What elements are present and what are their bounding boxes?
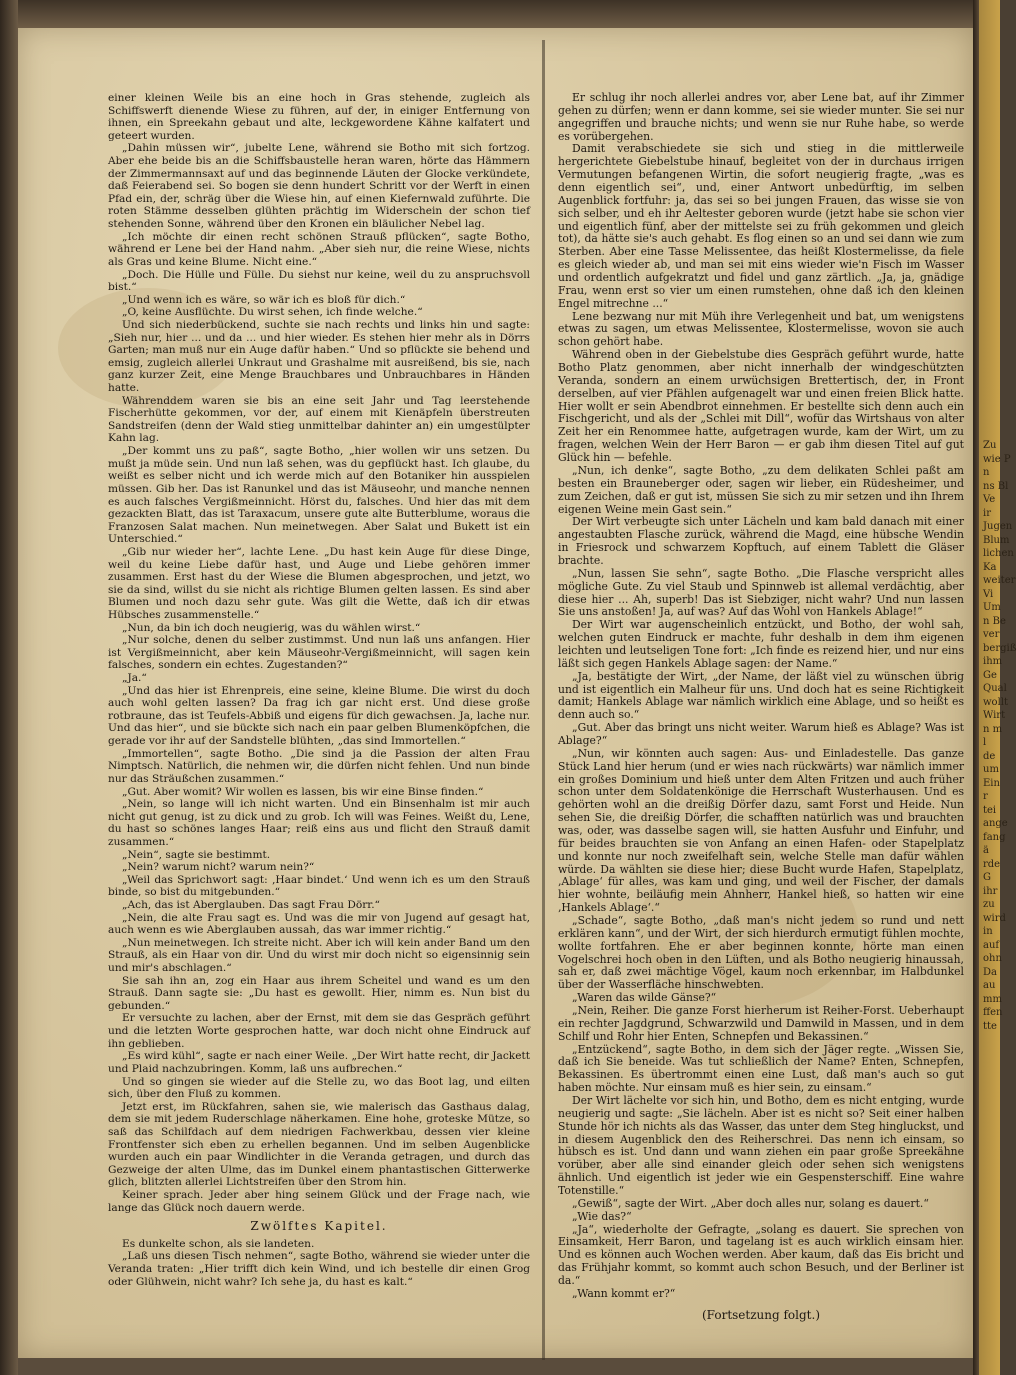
adjacent-page-fragment: Ka	[983, 561, 997, 573]
paragraph: „Nun, ich denke“, sagte Botho, „zu dem delikaten Schlei paßt am besten ein Brauneberger oder, sagen wir lieber, ein Rüdesheimer, und zum Zeichen, daß er gut ist, müssen Sie sich zu mir setzen und ihn Ihrem eigenen Weine mein Gast sein.“	[558, 463, 964, 516]
paragraph: „Nein“, sagte sie bestimmt.	[122, 848, 271, 861]
paragraph: „Nun, wir könnten auch sagen: Aus- und Einladestelle. Das ganze Stück Land hier herum (und er wies nach rückwärts) war nämlich immer ein großes Dominium und hieß unter dem Alten Fritzen und auch früher schon unter dem Soldatenkönige die Herrschaft Wusterhausen. Und es gehörten wohl an die dreißig Dörfer dazu, samt Forst und Heide. Nun sehen Sie, die dreißig Dörfer, die schafften natürlich was und brauchten was, oder, was dasselbe sagen will, sie hatten Ausfuhr und Einfuhr, und für beides brauchten sie von Anfang an einen Hafen- oder Stapelplatz und konnte nur noch zweifelhaft sein, welche Stelle man dafür wählen würde. Da wählten sie diese hier; diese Bucht wurde Hafen, Stapelplatz, ‚Ablage‘ für alles, was kam und ging, und weil der Fischer, der damals hier wohnte, beiläufig mein Ahnherr, Hankel hieß, so hatten wir eine ‚Hankels Ablage‘.“	[558, 746, 964, 915]
paragraph: „Nun, lassen Sie sehn“, sagte Botho. „Die Flasche verspricht alles mögliche Gute. Zu viel Staub und Spinnweb ist allemal verdächtig, aber diese hier ... Ah, superb! Das ist Siebziger, nicht wahr? Und nun lassen Sie uns anstoßen! Ja, auf was? Auf das Wohl von Hankels Ablage!“	[558, 566, 964, 619]
paragraph: Keiner sprach. Jeder aber hing seinem Glück und der Frage nach, wie lange das Glück noch dauern werde.	[108, 1189, 530, 1214]
adjacent-page-fragment: ihr	[983, 885, 998, 897]
adjacent-page-edge	[979, 0, 1016, 1375]
adjacent-page-fragment: wollt	[983, 696, 1008, 708]
adjacent-page-fragment: G	[983, 872, 991, 883]
paragraph: „Nein? warum nicht? warum nein?“	[122, 861, 315, 874]
adjacent-page-fragment: Zu	[983, 440, 997, 451]
adjacent-page-fragment: de	[983, 750, 996, 762]
page-top-shadow	[18, 0, 973, 28]
adjacent-page-fragment: au	[983, 980, 996, 991]
paragraph: Jetzt erst, im Rückfahren, sahen sie, wie malerisch das Gasthaus dalag, dem sie mit jedem Ruderschlage näherkamen. Eine hohe, groteske Mütze, so saß das Schilfdach auf dem niedrigen Fachwerkbau, dessen vier kleine Frontfenster sich eben zu erhellen begannen. Und im selben Augenblicke wurden auch ein paar Windlichter in die Veranda getragen, und durch das Gezweige der alten Ulme, das im Dunkel einem phantastischen Gitterwerke glich, blitzten allerlei Lichtstreifen über den Strom hin.	[108, 1100, 530, 1189]
paragraph: „O, keine Ausflüchte. Du wirst sehen, ich finde welche.“	[122, 306, 423, 319]
paragraph: Er versuchte zu lachen, aber der Ernst, mit dem sie das Gespräch geführt und die letzten Worte gesprochen hatte, war doch nicht ohne Eindruck auf ihn geblieben.	[108, 1012, 530, 1050]
adjacent-page-fragment: Da	[983, 966, 997, 978]
paragraph: „Nur solche, denen du selber zustimmst. Und nun laß uns anfangen. Hier ist Vergißmeinnicht, aber kein Mäuseohr-Vergißmeinnicht, will sagen kein falsches, sondern ein echtes. Zugestanden?“	[108, 634, 530, 672]
book-left-edge	[0, 0, 18, 1375]
paragraph: Sie sah ihn an, zog ein Haar aus ihrem Scheitel und wand es um den Strauß. Dann sagte sie: „Du hast es gewollt. Hier, nimm es. Nun bist du gebunden.“	[108, 974, 530, 1012]
paragraph: „Nein, Reiher. Die ganze Forst hierherum ist Reiher-Forst. Ueberhaupt ein rechter Jagdgrund, Schwarzwild und Damwild in Massen, und in dem Schilf und Rohr hier Enten, Schnepfen und Bekassinen.“	[558, 1004, 964, 1043]
paragraph: Lene bezwang nur mit Müh ihre Verlegenheit und bat, um wenigstens etwas zu sagen, um etwas Melissentee, Klostermelisse, wovon sie auch schon gehört habe.	[558, 309, 964, 349]
adjacent-page-fragment: l	[983, 737, 987, 748]
left-text-column	[108, 92, 530, 1288]
paragraph: Währenddem waren sie bis an eine seit Jahr und Tag leerstehende Fischerhütte gekommen, vor der, auf einem mit Kienäpfeln überstreuten Sandstreifen (denn der Wald stieg unmittelbar dahinter an) ein umgestülpter Kahn lag.	[108, 394, 530, 445]
paragraph: „Doch. Die Hülle und Fülle. Du siehst nur keine, weil du zu anspruchsvoll bist.“	[108, 268, 530, 294]
adjacent-page-fragment: r	[983, 791, 988, 802]
paragraph: „Nun meinetwegen. Ich streite nicht. Aber ich will kein ander Band um den Strauß, als ein Haar von dir. Und du wirst mir doch nicht so eigensinnig sein und mir's abschlagen.“	[108, 936, 530, 975]
paragraph: „Wie das?“	[572, 1209, 632, 1223]
paragraph: Und sich niederbückend, suchte sie nach rechts und links hin und sagte: „Sieh nur, hier ... und da ... und hier wieder. Es stehen hier mehr als in Dörrs Garten; man muß nur ein Auge dafür haben.“ Und so pflückte sie behend und emsig, zugleich allerlei Unkraut und Grashalme mit ausreißend, bis sie, nach ganz kurzer Zeit, eine Menge Brauchbares und Unbrauchbares in Händen hatte.	[108, 318, 530, 395]
paragraph: „Ja“, wiederholte der Gefragte, „solang es dauert. Sie sprechen von Einsamkeit, Herr Baron, und tagelang ist es auch wirklich einsam hier. Und es können auch Wochen werden. Aber kaum, daß das Eis bricht und das Frühjahr kommt, so kommt auch schon Besuch, und der Berliner ist da.“	[558, 1222, 964, 1288]
paragraph: Der Wirt lächelte vor sich hin, und Botho, dem es nicht entging, wurde neugierig und sagte: „Sie lächeln. Aber ist es nicht so? Seit einer halben Stunde hör ich nichts als das Wasser, das unter dem Steg hingluckst, und in diesem Augenblick den des Reiherschrei. Das nenn ich einsam, so hübsch es ist. Und dann und wann ziehen ein paar große Spreekähne vorüber, aber alle sind einander gleich oder sehen sich wenigstens ähnlich. Und eigentlich ist jeder wie ein Gespensterschiff. Eine wahre Totenstille.“	[558, 1094, 964, 1198]
adjacent-page-fragment: in	[983, 926, 993, 937]
adjacent-page-fragment: Ge	[983, 669, 997, 681]
adjacent-page-fragment: Jugen	[983, 521, 1013, 532]
paragraph: „Dahin müssen wir“, jubelte Lene, während sie Botho mit sich fortzog. Aber ehe beide bis an die Schiffsbaustelle heran waren, hörte das Hämmern der Zimmermannsaxt auf und das beginnende Läuten der Glocke verkündete, daß Feierabend sei. So bogen sie denn hundert Schritt vor der Werft in einen Pfad ein, der, schräg über die Wiese hin, auf einen Kiefernwald zuführte. Die roten Stämme desselben glühten prächtig im Widerschein der schon tief stehenden Sonne, während über den Kronen ein bläulicher Nebel lag.	[108, 142, 530, 231]
paragraph: „Nein, die alte Frau sagt es. Und was die mir von Jugend auf gesagt hat, auch wenn es wie Aberglauben aussah, das war immer richtig.“	[108, 911, 530, 937]
paragraph: „Ach, das ist Aberglauben. Das sagt Frau Dörr.“	[122, 899, 380, 911]
paragraph: Der Wirt verbeugte sich unter Lächeln und kam bald danach mit einer angestaubten Flasche zurück, während die Magd, eine hübsche Wendin in Friesrock und schwarzem Kopftuch, auf einem Tablett die Gläser brachte.	[558, 515, 964, 567]
adjacent-page-fragment: ohn	[983, 953, 1002, 964]
adjacent-page-fragment: auf	[983, 939, 1000, 951]
adjacent-page-fragment: ihm	[983, 656, 1003, 667]
paragraph: „Gewiß“, sagte der Wirt. „Aber doch alles nur, solang es dauert.“	[572, 1196, 929, 1210]
paragraph: „Gib nur wieder her“, lachte Lene. „Du hast kein Auge für diese Dinge, weil du keine Liebe dafür hast, und Auge und Liebe gehören immer zusammen. Erst hast du der Wiese die Blumen abgesprochen, und jetzt, wo sie da sind, willst du sie nicht als richtige Blumen gelten lassen. Es sind aber Blumen und noch dazu sehr gute. Was gilt die Wette, daß ich dir etwas Hübsches zusammenstelle.“	[108, 545, 530, 621]
adjacent-page-fragment: Wirt	[983, 710, 1006, 721]
paragraph: „Und wenn ich es wäre, so wär ich es bloß für dich.“	[122, 293, 406, 306]
paragraph: Er schlug ihr noch allerlei andres vor, aber Lene bat, auf ihr Zimmer gehen zu dürfen; wenn er dann komme, sei sie wieder munter. Sie sei nur angegriffen und brauche nichts; und wenn sie nur Ruhe habe, so werde es vorübergehen.	[558, 91, 964, 143]
paragraph: „Entzückend“, sagte Botho, in dem sich der Jäger regte. „Wissen Sie, daß ich Sie beneide. Was tut schließlich der Name? Enten, Schnepfen, Bekassinen. Es übertrommt einen eine Lust, daß man's auch so gut haben möchte. Nur einsam muß es hier sein, zu einsam.“	[558, 1042, 964, 1095]
continuation-note: (Fortsetzung folgt.)	[702, 1307, 820, 1322]
paragraph: „Gut. Aber das bringt uns nicht weiter. Warum hieß es Ablage? Was ist Ablage?“	[558, 721, 964, 747]
adjacent-page-fragment: ä	[983, 845, 989, 856]
column-rule	[542, 40, 545, 1360]
paragraph: „Ja, bestätigte der Wirt, „der Name, der läßt viel zu wünschen übrig und ist eigentlich ein Malheur für uns. Und doch hat es seine Richtigkeit damit; Hankels Ablage war nämlich wirklich eine Ablage, und so heißt es denn auch so.“	[558, 669, 964, 722]
adjacent-page-fragment: fang	[983, 831, 1006, 843]
adjacent-page-fragment: ir	[983, 507, 991, 519]
paragraph: „Der kommt uns zu paß“, sagte Botho, „hier wollen wir uns setzen. Du mußt ja müde sein. Und nun laß sehen, was du gepflückt hast. Ich glaube, du weißt es selber nicht und ich werde mich auf den Botaniker hin ausspielen müssen. Gib her. Das ist Ranunkel und das ist Mäuseohr, und manche nennen es auch falsches Vergißmeinnicht. Hörst du, falsches. Und hier das mit dem gezackten Blatt, das ist Taraxacum, unsere gute alte Butterblume, woraus die Franzosen Salat machen. Nun meinetwegen. Aber Salat und Bukett ist ein Unterschied.“	[108, 445, 530, 546]
adjacent-page-fragment: lichen	[983, 548, 1014, 559]
adjacent-page-fragment: ange	[983, 818, 1008, 829]
paragraph: „Ich möchte dir einen recht schönen Strauß pflücken“, sagte Botho, während er Lene bei der Hand nahm. „Aber sieh nur, die reine Wiese, nichts als Gras und keine Blume. Nicht eine.“	[108, 230, 530, 268]
adjacent-page-fragment: wie P	[983, 453, 1011, 465]
paragraph: einer kleinen Weile bis an eine hoch in Gras stehende, zugleich als Schiffswerft dienende Wiese zu führen, auf der, in einiger Entfernung von ihnen, ein Spreekahn gebaut und alte, leckgewordene Kähne kalfatert und geteert wurden.	[108, 92, 530, 142]
paragraph: „Laß uns diesen Tisch nehmen“, sagte Botho, während sie wieder unter die Veranda traten: „Hier trifft dich kein Wind, und ich bestelle dir einen Grog oder Glühwein, nicht wahr? Ich sehe ja, du hast es kalt.“	[108, 1250, 530, 1288]
paragraph: „Und das hier ist Ehrenpreis, eine seine, kleine Blume. Die wirst du doch auch wohl gelten lassen? Da frag ich gar nicht erst. Und diese große rotbraune, das ist Teufels-Abbiß und eigens für dich gewachsen. Ja, lache nur. Und das hier“, und sie bückte sich nach ein paar gelben Blumenköpfchen, die gerade vor ihr auf der Sandstelle blühten, „das sind Immortellen.“	[108, 684, 530, 748]
adjacent-page-fragment: weiter	[983, 575, 1016, 586]
adjacent-page-fragment: n m	[983, 723, 1003, 735]
paragraph: „Ja.“	[122, 672, 147, 685]
adjacent-page-fragment: um	[983, 764, 999, 775]
paragraph: „Wann kommt er?“	[572, 1286, 676, 1300]
adjacent-page-fragment: rde	[983, 858, 1001, 870]
paragraph: „Schade“, sagte Botho, „daß man's nicht jedem so rund und nett erklären kann“, und der Wirt, der sich hierdurch ermutigt fühlen mochte, wollte fortfahren. Ehe er aber beginnen konnte, hörte man einen Vogelschrei hoch oben in den Lüften, und als Botho neugierig hinaussah, sah er, daß zwei mächtige Vögel, kaum noch erkennbar, im Halbdunkel über der Wasserfläche hinschwebten.	[558, 914, 964, 992]
paragraph: „Nein, so lange will ich nicht warten. Und ein Binsenhalm ist mir auch nicht gut genug, ist zu dick und zu grob. Ich will was Feines. Weißt du, Lene, du hast so schönes langes Haar; reiß eins aus und flicht den Strauß damit zusammen.“	[108, 798, 530, 848]
paragraph: „Es wird kühl“, sagte er nach einer Weile. „Der Wirt hatte recht, dir Jackett und Plaid nachzubringen. Komm, laß uns aufbrechen.“	[108, 1050, 530, 1075]
adjacent-page-fragment: mm	[983, 993, 1002, 1005]
adjacent-page-fragment: ffen	[983, 1007, 1003, 1018]
paragraph: Es dunkelte schon, als sie landeten.	[122, 1237, 315, 1250]
paragraph: „Gut. Aber womit? Wir wollen es lassen, bis wir eine Binse finden.“	[122, 785, 484, 798]
adjacent-page-fragment: Qual	[983, 683, 1007, 694]
adjacent-page-fragment: ver	[983, 629, 1000, 640]
adjacent-page-fragment: Ve	[983, 494, 996, 505]
paragraph: „Weil das Sprichwort sagt: ‚Haar bindet.‘ Und wenn ich es um den Strauß binde, so bist du mitgebunden.“	[108, 873, 530, 899]
adjacent-page-fragment: n	[983, 467, 990, 478]
right-text-column	[558, 92, 964, 1322]
paragraph: „Waren das wilde Gänse?“	[572, 991, 717, 1005]
adjacent-page-fragment: wird	[983, 912, 1006, 924]
paragraph: Und so gingen sie wieder auf die Stelle zu, wo das Boot lag, und eilten sich, über den Fluß zu kommen.	[108, 1075, 530, 1101]
adjacent-page-fragment: Vi	[983, 588, 994, 600]
adjacent-page-fragment: tei	[983, 804, 997, 816]
adjacent-page-fragment: bergiß	[983, 642, 1016, 654]
paragraph: Während oben in der Giebelstube dies Gespräch geführt wurde, hatte Botho Platz genommen, aber nicht innerhalb der windgeschützten Veranda, sondern an einem urwüchsigen Brettertisch, der, in Front derselben, auf vier Pfählen aufgenagelt war und einen freien Blick hatte. Hier wollt er sein Abendbrot einnehmen. Er bestellte sich denn auch ein Fischgericht, und als der „Schlei mit Dill“, wofür das Wirtshaus von alter Zeit her ein Renommee hatte, aufgetragen wurde, kam der Wirt, um zu fragen, welchen Wein der Herr Baron — er gab ihm diesen Titel auf gut Glück hin — befehle.	[558, 348, 964, 465]
adjacent-page-fragment: tte	[983, 1020, 997, 1032]
paragraph: Der Wirt war augenscheinlich entzückt, und Botho, der wohl sah, welchen guten Eindruck er machte, fuhr deshalb in dem ihm eigenen leichten und leutseligen Tone fort: „Ich finde es reizend hier, und nur eins läßt sich gegen Hankels Ablage sagen: der Name.“	[558, 618, 964, 670]
adjacent-page-fragment: ns Bl	[983, 480, 1009, 492]
paragraph: „Nun, da bin ich doch neugierig, was du wählen wirst.“	[122, 621, 421, 634]
adjacent-page-fragment: Blum	[983, 534, 1010, 546]
adjacent-page-fragment: n Be	[983, 615, 1006, 627]
adjacent-page-fragment: Um	[983, 602, 1001, 613]
paragraph: Damit verabschiedete sie sich und stieg in die mittlerweile hergerichtete Giebelstube hinauf, begleitet von der in durchaus irrigen Vermutungen befangenen Wirtin, die sofort neugierig fragte, „was es denn eigentlich sei“, und, einer Antwort unbedürftig, im selben Augenblick fortfuhr: ja, das sei so bei jungen Frauen, das wisse sie von sich selber, und eh ihr Aeltester geboren wurde (jetzt habe sie schon vier und eigentlich fünf, aber der mittelste sei zu früh gekommen und gleich tot), da hätte sie's auch gehabt. Es flog einen so an und sei dann wie zum Sterben. Aber eine Tasse Melissentee, das heißt Klostermelisse, da fiele es gleich wieder ab, und man sei mit eins wieder wie'n Fisch im Wasser und ordentlich aufgekratzt und fidel und ganz zärtlich. „Ja, ja, gnädige Frau, wenn erst so vier um einen rumstehen, ohne daß ich den kleinen Engel mitrechne ...“	[558, 142, 964, 310]
paragraph: „Immortellen“, sagte Botho. „Die sind ja die Passion der alten Frau Nimptsch. Natürlich, die nehmen wir, die dürfen nicht fehlen. Und nun binde nur das Sträußchen zusammen.“	[108, 747, 530, 785]
adjacent-page-fragment: zu	[983, 899, 995, 910]
chapter-heading: Zwölftes Kapitel.	[250, 1219, 388, 1234]
adjacent-page-fragment: Ein	[983, 777, 1000, 789]
